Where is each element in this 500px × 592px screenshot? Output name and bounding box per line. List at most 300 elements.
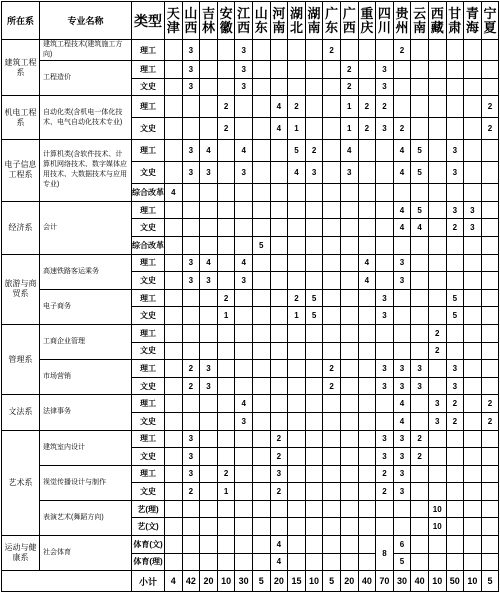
- value-cell: [340, 184, 358, 202]
- value-cell: [376, 254, 394, 272]
- header-province: 广东: [323, 2, 341, 40]
- value-cell: [288, 536, 306, 554]
- value-cell: [165, 219, 183, 237]
- value-cell: 2: [428, 342, 446, 360]
- value-cell: 4: [358, 254, 376, 272]
- value-cell: 3: [182, 162, 200, 184]
- value-cell: 2: [217, 289, 235, 307]
- value-cell: [252, 377, 270, 395]
- value-cell: [323, 78, 341, 96]
- value-cell: [358, 412, 376, 430]
- header-province: 河南: [270, 2, 288, 40]
- type-cell: 理工: [132, 360, 165, 378]
- value-cell: [182, 307, 200, 325]
- value-cell: [411, 412, 429, 430]
- value-cell: [393, 518, 411, 536]
- value-cell: [165, 254, 183, 272]
- header-province: 江西: [235, 2, 253, 40]
- value-cell: [182, 536, 200, 554]
- value-cell: [270, 78, 288, 96]
- value-cell: [235, 430, 253, 448]
- total-cell: 10: [217, 571, 235, 592]
- dept-cell: 建筑工程系: [2, 40, 40, 96]
- value-cell: [165, 96, 183, 118]
- dept-cell: 运动与健康系: [2, 536, 40, 571]
- value-cell: 2: [217, 465, 235, 483]
- value-cell: [165, 324, 183, 342]
- value-cell: [340, 448, 358, 466]
- value-cell: [182, 289, 200, 307]
- value-cell: 3: [376, 61, 394, 79]
- value-cell: [217, 342, 235, 360]
- header-province: 安徽: [217, 2, 235, 40]
- value-cell: [305, 219, 323, 237]
- value-cell: [217, 236, 235, 254]
- value-cell: [182, 500, 200, 518]
- value-cell: [411, 395, 429, 413]
- value-cell: [428, 162, 446, 184]
- header-major: 专业名称: [40, 2, 132, 40]
- value-cell: [340, 324, 358, 342]
- value-cell: 2: [393, 40, 411, 61]
- value-cell: [235, 118, 253, 140]
- value-cell: 3: [235, 412, 253, 430]
- value-cell: [428, 272, 446, 290]
- value-cell: 3: [182, 78, 200, 96]
- value-cell: [481, 201, 499, 219]
- value-cell: [323, 219, 341, 237]
- value-cell: [340, 483, 358, 501]
- value-cell: [270, 254, 288, 272]
- value-cell: [481, 78, 499, 96]
- value-cell: 2: [376, 96, 394, 118]
- table-row: [2, 61, 499, 79]
- value-cell: [252, 500, 270, 518]
- value-cell: [217, 162, 235, 184]
- value-cell: [464, 377, 482, 395]
- value-cell: 1: [288, 118, 306, 140]
- value-cell: [165, 307, 183, 325]
- value-cell: [340, 377, 358, 395]
- value-cell: [323, 465, 341, 483]
- value-cell: 2: [288, 289, 306, 307]
- value-cell: [217, 40, 235, 61]
- value-cell: [446, 78, 464, 96]
- value-cell: 4: [393, 412, 411, 430]
- value-cell: [200, 236, 218, 254]
- type-cell: 文史: [132, 412, 165, 430]
- value-cell: [305, 395, 323, 413]
- value-cell: [446, 61, 464, 79]
- header-province: 西藏: [428, 2, 446, 40]
- value-cell: [481, 518, 499, 536]
- value-cell: [340, 536, 358, 554]
- dept-cell: 文法系: [2, 395, 40, 430]
- value-cell: [305, 448, 323, 466]
- value-cell: 2: [481, 395, 499, 413]
- value-cell: [340, 553, 358, 571]
- value-cell: 4: [200, 140, 218, 162]
- value-cell: [165, 236, 183, 254]
- value-cell: [288, 272, 306, 290]
- value-cell: 3: [428, 395, 446, 413]
- type-cell: 文史: [132, 272, 165, 290]
- value-cell: [165, 289, 183, 307]
- value-cell: 2: [428, 324, 446, 342]
- value-cell: 2: [182, 483, 200, 501]
- value-cell: 3: [235, 78, 253, 96]
- value-cell: [200, 201, 218, 219]
- value-cell: 3: [393, 377, 411, 395]
- value-cell: [376, 236, 394, 254]
- value-cell: [217, 78, 235, 96]
- value-cell: [270, 289, 288, 307]
- value-cell: [323, 324, 341, 342]
- value-cell: [288, 465, 306, 483]
- value-cell: [288, 324, 306, 342]
- value-cell: [358, 518, 376, 536]
- value-cell: [481, 360, 499, 378]
- value-cell: [165, 430, 183, 448]
- dept-cell: 管理系: [2, 324, 40, 394]
- value-cell: [481, 61, 499, 79]
- value-cell: [481, 342, 499, 360]
- value-cell: [428, 448, 446, 466]
- value-cell: [481, 307, 499, 325]
- value-cell: [358, 140, 376, 162]
- value-cell: 2: [288, 96, 306, 118]
- type-cell: 综合改革: [132, 184, 165, 202]
- value-cell: 2: [182, 360, 200, 378]
- value-cell: [235, 553, 253, 571]
- value-cell: [446, 96, 464, 118]
- value-cell: [323, 140, 341, 162]
- value-cell: [340, 500, 358, 518]
- value-cell: [358, 342, 376, 360]
- value-cell: 3: [182, 272, 200, 290]
- value-cell: [305, 96, 323, 118]
- value-cell: [323, 96, 341, 118]
- type-cell: 文史: [132, 162, 165, 184]
- value-cell: [200, 448, 218, 466]
- value-cell: [165, 78, 183, 96]
- value-cell: [358, 307, 376, 325]
- value-cell: [270, 61, 288, 79]
- value-cell: 3: [446, 201, 464, 219]
- value-cell: 4: [393, 395, 411, 413]
- value-cell: [217, 500, 235, 518]
- value-cell: [464, 360, 482, 378]
- value-cell: [428, 184, 446, 202]
- value-cell: [182, 324, 200, 342]
- value-cell: [464, 254, 482, 272]
- value-cell: [252, 162, 270, 184]
- value-cell: [270, 324, 288, 342]
- value-cell: [446, 272, 464, 290]
- value-cell: [340, 465, 358, 483]
- value-cell: [165, 536, 183, 554]
- value-cell: [464, 184, 482, 202]
- value-cell: [411, 483, 429, 501]
- type-cell: 文史: [132, 483, 165, 501]
- type-cell: 理工: [132, 61, 165, 79]
- type-cell: 理工: [132, 140, 165, 162]
- value-cell: [235, 236, 253, 254]
- value-cell: [252, 272, 270, 290]
- value-cell: [340, 395, 358, 413]
- value-cell: [481, 254, 499, 272]
- value-cell: [252, 360, 270, 378]
- total-cell: 10: [305, 571, 323, 592]
- value-cell: [235, 483, 253, 501]
- total-row: [2, 571, 499, 592]
- value-cell: [200, 500, 218, 518]
- value-cell: [340, 201, 358, 219]
- value-cell: [182, 96, 200, 118]
- value-cell: [200, 395, 218, 413]
- value-cell: [446, 536, 464, 554]
- value-cell: [340, 219, 358, 237]
- value-cell: [376, 219, 394, 237]
- value-cell: [270, 219, 288, 237]
- value-cell: [376, 162, 394, 184]
- value-cell: [235, 377, 253, 395]
- value-cell: [411, 307, 429, 325]
- value-cell: [428, 201, 446, 219]
- value-cell: [200, 184, 218, 202]
- type-cell: 理工: [132, 254, 165, 272]
- value-cell: [200, 483, 218, 501]
- table-row: [2, 465, 499, 483]
- value-cell: [411, 236, 429, 254]
- value-cell: [165, 412, 183, 430]
- value-cell: [464, 483, 482, 501]
- table-row: [2, 324, 499, 342]
- value-cell: 3: [464, 219, 482, 237]
- value-cell: [217, 448, 235, 466]
- major-cell: 高速铁路客运乘务: [40, 254, 132, 289]
- value-cell: [288, 553, 306, 571]
- value-cell: [340, 430, 358, 448]
- total-cell: 10: [428, 571, 446, 592]
- value-cell: [340, 307, 358, 325]
- type-cell: 理工: [132, 324, 165, 342]
- value-cell: [288, 201, 306, 219]
- value-cell: [464, 96, 482, 118]
- total-spacer: [2, 571, 132, 592]
- value-cell: [323, 412, 341, 430]
- value-cell: 3: [446, 360, 464, 378]
- value-cell: [270, 307, 288, 325]
- value-cell: [358, 324, 376, 342]
- value-cell: [358, 219, 376, 237]
- value-cell: [288, 430, 306, 448]
- value-cell: 4: [393, 140, 411, 162]
- value-cell: [376, 272, 394, 290]
- table-row: [2, 536, 499, 554]
- header-province: 湖北: [288, 2, 306, 40]
- value-cell: [428, 96, 446, 118]
- value-cell: [270, 201, 288, 219]
- value-cell: 4: [393, 219, 411, 237]
- type-cell: 理工: [132, 201, 165, 219]
- value-cell: [428, 219, 446, 237]
- value-cell: [481, 289, 499, 307]
- value-cell: [288, 236, 306, 254]
- value-cell: [288, 40, 306, 61]
- value-cell: [428, 140, 446, 162]
- value-cell: 2: [376, 483, 394, 501]
- value-cell: [305, 518, 323, 536]
- value-cell: [200, 536, 218, 554]
- value-cell: 3: [235, 40, 253, 61]
- value-cell: 2: [446, 219, 464, 237]
- value-cell: [481, 377, 499, 395]
- value-cell: [481, 500, 499, 518]
- total-cell: 5: [252, 571, 270, 592]
- value-cell: [165, 395, 183, 413]
- header-dept: 所在系: [2, 2, 40, 40]
- value-cell: 3: [305, 162, 323, 184]
- value-cell: [323, 395, 341, 413]
- major-cell: 会计: [40, 201, 132, 254]
- value-cell: [305, 78, 323, 96]
- total-label: 小计: [132, 571, 165, 592]
- value-cell: [165, 518, 183, 536]
- value-cell: [376, 140, 394, 162]
- value-cell: [200, 96, 218, 118]
- type-cell: 理工: [132, 395, 165, 413]
- value-cell: 5: [411, 201, 429, 219]
- value-cell: [288, 483, 306, 501]
- value-cell: [165, 162, 183, 184]
- value-cell: 2: [270, 448, 288, 466]
- value-cell: [428, 78, 446, 96]
- value-cell: [446, 40, 464, 61]
- value-cell: 3: [446, 140, 464, 162]
- value-cell: [481, 430, 499, 448]
- value-cell: [411, 184, 429, 202]
- value-cell: [428, 61, 446, 79]
- value-cell: [411, 96, 429, 118]
- value-cell: [464, 40, 482, 61]
- value-cell: [340, 518, 358, 536]
- table-row: [2, 289, 499, 307]
- value-cell: 5: [446, 307, 464, 325]
- value-cell: 3: [200, 162, 218, 184]
- header-province: 云南: [411, 2, 429, 40]
- value-cell: [446, 448, 464, 466]
- total-cell: 20: [270, 571, 288, 592]
- value-cell: [340, 360, 358, 378]
- value-cell: [305, 377, 323, 395]
- value-cell: [481, 324, 499, 342]
- value-cell: 3: [340, 162, 358, 184]
- value-cell: [323, 500, 341, 518]
- value-cell: 2: [358, 96, 376, 118]
- value-cell: [235, 448, 253, 466]
- value-cell: [481, 465, 499, 483]
- value-cell: [358, 289, 376, 307]
- header-province: 山东: [252, 2, 270, 40]
- value-cell: [393, 307, 411, 325]
- value-cell: [358, 61, 376, 79]
- value-cell: [446, 324, 464, 342]
- value-cell: [165, 483, 183, 501]
- value-cell: [358, 465, 376, 483]
- value-cell: [288, 342, 306, 360]
- value-cell: [305, 536, 323, 554]
- value-cell: [411, 289, 429, 307]
- value-cell: [446, 254, 464, 272]
- value-cell: [358, 236, 376, 254]
- value-cell: [200, 518, 218, 536]
- value-cell: [323, 272, 341, 290]
- value-cell: [288, 412, 306, 430]
- type-cell: 文史: [132, 78, 165, 96]
- major-cell: 建筑工程技术(建筑施工方向): [40, 40, 132, 61]
- value-cell: 3: [376, 448, 394, 466]
- type-cell: 文史: [132, 307, 165, 325]
- value-cell: 2: [270, 430, 288, 448]
- value-cell: 3: [393, 272, 411, 290]
- major-cell: 工商企业管理: [40, 324, 132, 359]
- admission-plan-table: [1, 1, 499, 592]
- value-cell: [464, 118, 482, 140]
- major-cell: 法律事务: [40, 395, 132, 430]
- type-cell: 体育(理): [132, 553, 165, 571]
- value-cell: [323, 553, 341, 571]
- header-province: 吉林: [200, 2, 218, 40]
- value-cell: [217, 553, 235, 571]
- value-cell: [305, 118, 323, 140]
- value-cell: [481, 483, 499, 501]
- value-cell: [376, 395, 394, 413]
- value-cell: 3: [393, 430, 411, 448]
- value-cell: [323, 162, 341, 184]
- value-cell: [252, 342, 270, 360]
- type-cell: 理工: [132, 96, 165, 118]
- value-cell: [305, 61, 323, 79]
- value-cell: [464, 536, 482, 554]
- value-cell: [235, 96, 253, 118]
- value-cell: [217, 395, 235, 413]
- value-cell: [393, 61, 411, 79]
- value-cell: 3: [200, 360, 218, 378]
- value-cell: 4: [165, 184, 183, 202]
- value-cell: [235, 324, 253, 342]
- value-cell: [252, 140, 270, 162]
- value-cell: [464, 553, 482, 571]
- value-cell: 5: [411, 162, 429, 184]
- value-cell: 3: [376, 118, 394, 140]
- total-cell: 70: [376, 571, 394, 592]
- value-cell: [305, 40, 323, 61]
- value-cell: [235, 360, 253, 378]
- value-cell: [464, 140, 482, 162]
- value-cell: [393, 236, 411, 254]
- value-cell: [428, 465, 446, 483]
- value-cell: 5: [305, 307, 323, 325]
- value-cell: [270, 236, 288, 254]
- value-cell: [305, 360, 323, 378]
- total-cell: 5: [323, 571, 341, 592]
- value-cell: [270, 377, 288, 395]
- value-cell: 3: [182, 448, 200, 466]
- value-cell: [446, 553, 464, 571]
- value-cell: 3: [200, 377, 218, 395]
- total-cell: 20: [200, 571, 218, 592]
